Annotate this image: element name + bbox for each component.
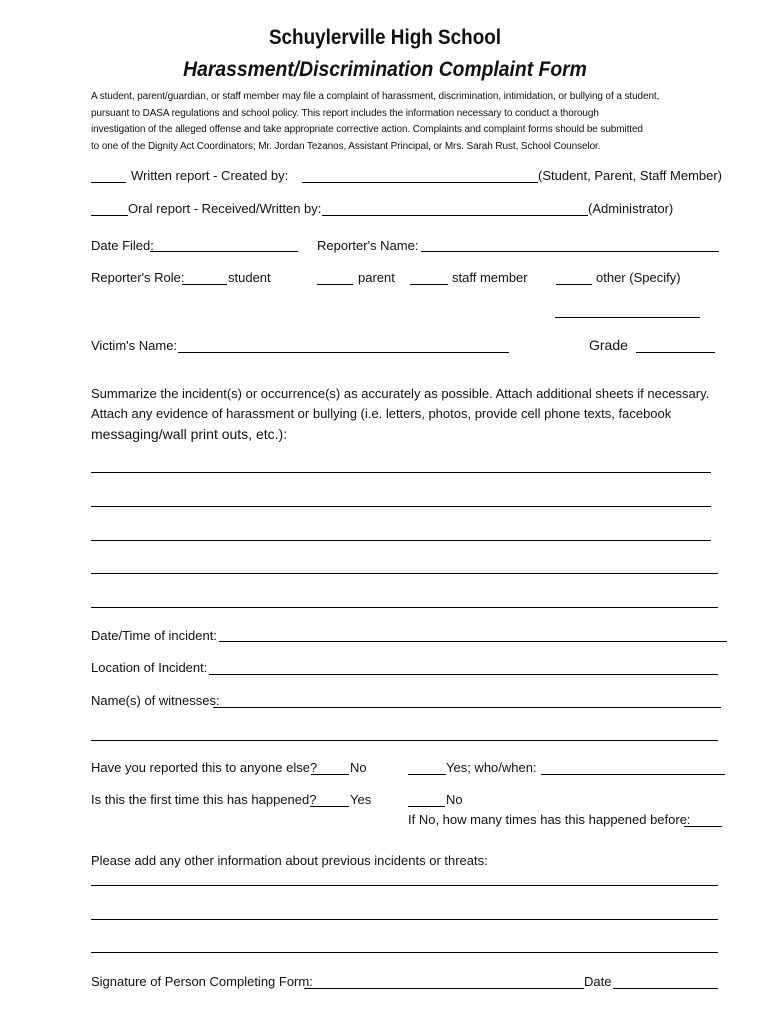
witnesses-field[interactable] (213, 707, 721, 708)
summary-line: Summarize the incident(s) or occurrence(s) as accurately as possible. Attach additional sheets if necessary. (91, 386, 710, 401)
incident-location-field[interactable] (209, 674, 718, 675)
reporter-name-field[interactable] (421, 251, 719, 252)
written-by-field[interactable] (302, 182, 538, 183)
other-info-field-line[interactable] (91, 952, 718, 953)
role-parent-checkbox-line[interactable] (317, 284, 353, 285)
summary-field-line[interactable] (91, 506, 711, 507)
intro-line: to one of the Dignity Act Coordinators; Mr. Jordan Tezanos, Assistant Principal, or Mrs. Sarah Rust, School Counselor. (91, 140, 601, 152)
incident-datetime-label: Date/Time of incident: (91, 628, 217, 643)
signature-label: Signature of Person Completing Form: (91, 974, 313, 989)
first-yes-label: Yes (350, 792, 372, 807)
role-staff-label: staff member (452, 270, 528, 285)
oral-report-label: Oral report - Received/Written by: (128, 201, 322, 216)
incident-location-label: Location of Incident: (91, 660, 208, 675)
reported-no-label: No (350, 760, 367, 775)
written-report-label: Written report - Created by: (131, 168, 289, 183)
summary-line: messaging/wall print outs, etc.): (91, 426, 288, 442)
school-name: Schuylerville High School (268, 26, 502, 49)
if-no-label: If No, how many times has this happened before: (408, 812, 691, 827)
oral-by-field[interactable] (322, 215, 588, 216)
oral-report-checkbox-line[interactable] (91, 215, 128, 216)
intro-line: A student, parent/guardian, or staff member may file a complaint of harassment, discrimination, intimidation, or bullying of a student, (91, 91, 660, 102)
role-staff-checkbox-line[interactable] (410, 284, 448, 285)
summary-field-line[interactable] (91, 540, 711, 541)
reported-yes-label: Yes; who/when: (446, 760, 537, 775)
summary-instructions (91, 384, 731, 444)
grade-field[interactable] (636, 352, 715, 353)
witnesses-field-line-2[interactable] (91, 740, 711, 741)
signature-date-label: Date (584, 974, 612, 989)
summary-line: Attach any evidence of harassment or bullying (i.e. letters, photos, provide cell phone texts, facebook (91, 406, 672, 421)
reported-no-checkbox-line[interactable] (311, 774, 349, 775)
role-student-label: student (228, 270, 271, 285)
reported-question: Have you reported this to anyone else? (91, 760, 318, 775)
role-other-specify-field[interactable] (555, 317, 700, 318)
witnesses-line-tail (711, 740, 718, 741)
signature-field[interactable] (304, 988, 584, 989)
reported-whowhen-field[interactable] (541, 774, 725, 775)
written-report-suffix: (Student, Parent, Staff Member) (538, 168, 723, 183)
reporter-role-label: Reporter's Role: (91, 270, 185, 285)
incident-datetime-field[interactable] (219, 641, 727, 642)
other-info-field-line[interactable] (91, 885, 718, 886)
intro-line: pursuant to DASA regulations and school policy. This report includes the information necessary to conduct a thorough (91, 107, 599, 119)
first-yes-checkbox-line[interactable] (310, 806, 349, 807)
witnesses-label: Name(s) of witnesses: (91, 693, 220, 708)
first-no-label: No (446, 792, 463, 807)
summary-field-line[interactable] (91, 607, 718, 608)
oral-report-suffix: (Administrator) (588, 201, 674, 216)
other-info-field-line[interactable] (91, 919, 718, 920)
role-other-label: other (Specify) (596, 270, 681, 285)
form-title: Harassment/Discrimination Complaint Form (183, 58, 587, 81)
times-before-field[interactable] (684, 826, 722, 827)
victim-name-label: Victim's Name: (91, 338, 178, 353)
role-other-checkbox-line[interactable] (556, 284, 592, 285)
victim-name-field[interactable] (178, 352, 509, 353)
grade-label: Grade (589, 337, 628, 353)
date-filed-label: Date Filed: (91, 238, 154, 253)
first-time-question: Is this the first time this has happened? (91, 792, 317, 807)
reported-yes-checkbox-line[interactable] (408, 774, 446, 775)
signature-date-field[interactable] (613, 988, 718, 989)
summary-field-line[interactable] (91, 472, 711, 473)
intro-paragraph (91, 89, 731, 155)
role-parent-label: parent (358, 270, 395, 285)
role-student-checkbox-line[interactable] (182, 284, 227, 285)
date-filed-field[interactable] (150, 251, 298, 252)
first-no-checkbox-line[interactable] (408, 806, 445, 807)
summary-field-line[interactable] (91, 573, 718, 574)
written-report-checkbox-line[interactable] (91, 182, 126, 183)
other-info-label: Please add any other information about previous incidents or threats: (91, 853, 488, 868)
reporter-name-label: Reporter's Name: (317, 238, 419, 253)
intro-line: investigation of the alleged offense and take appropriate corrective action. Complaints and complaint forms should be submitted (91, 124, 643, 135)
